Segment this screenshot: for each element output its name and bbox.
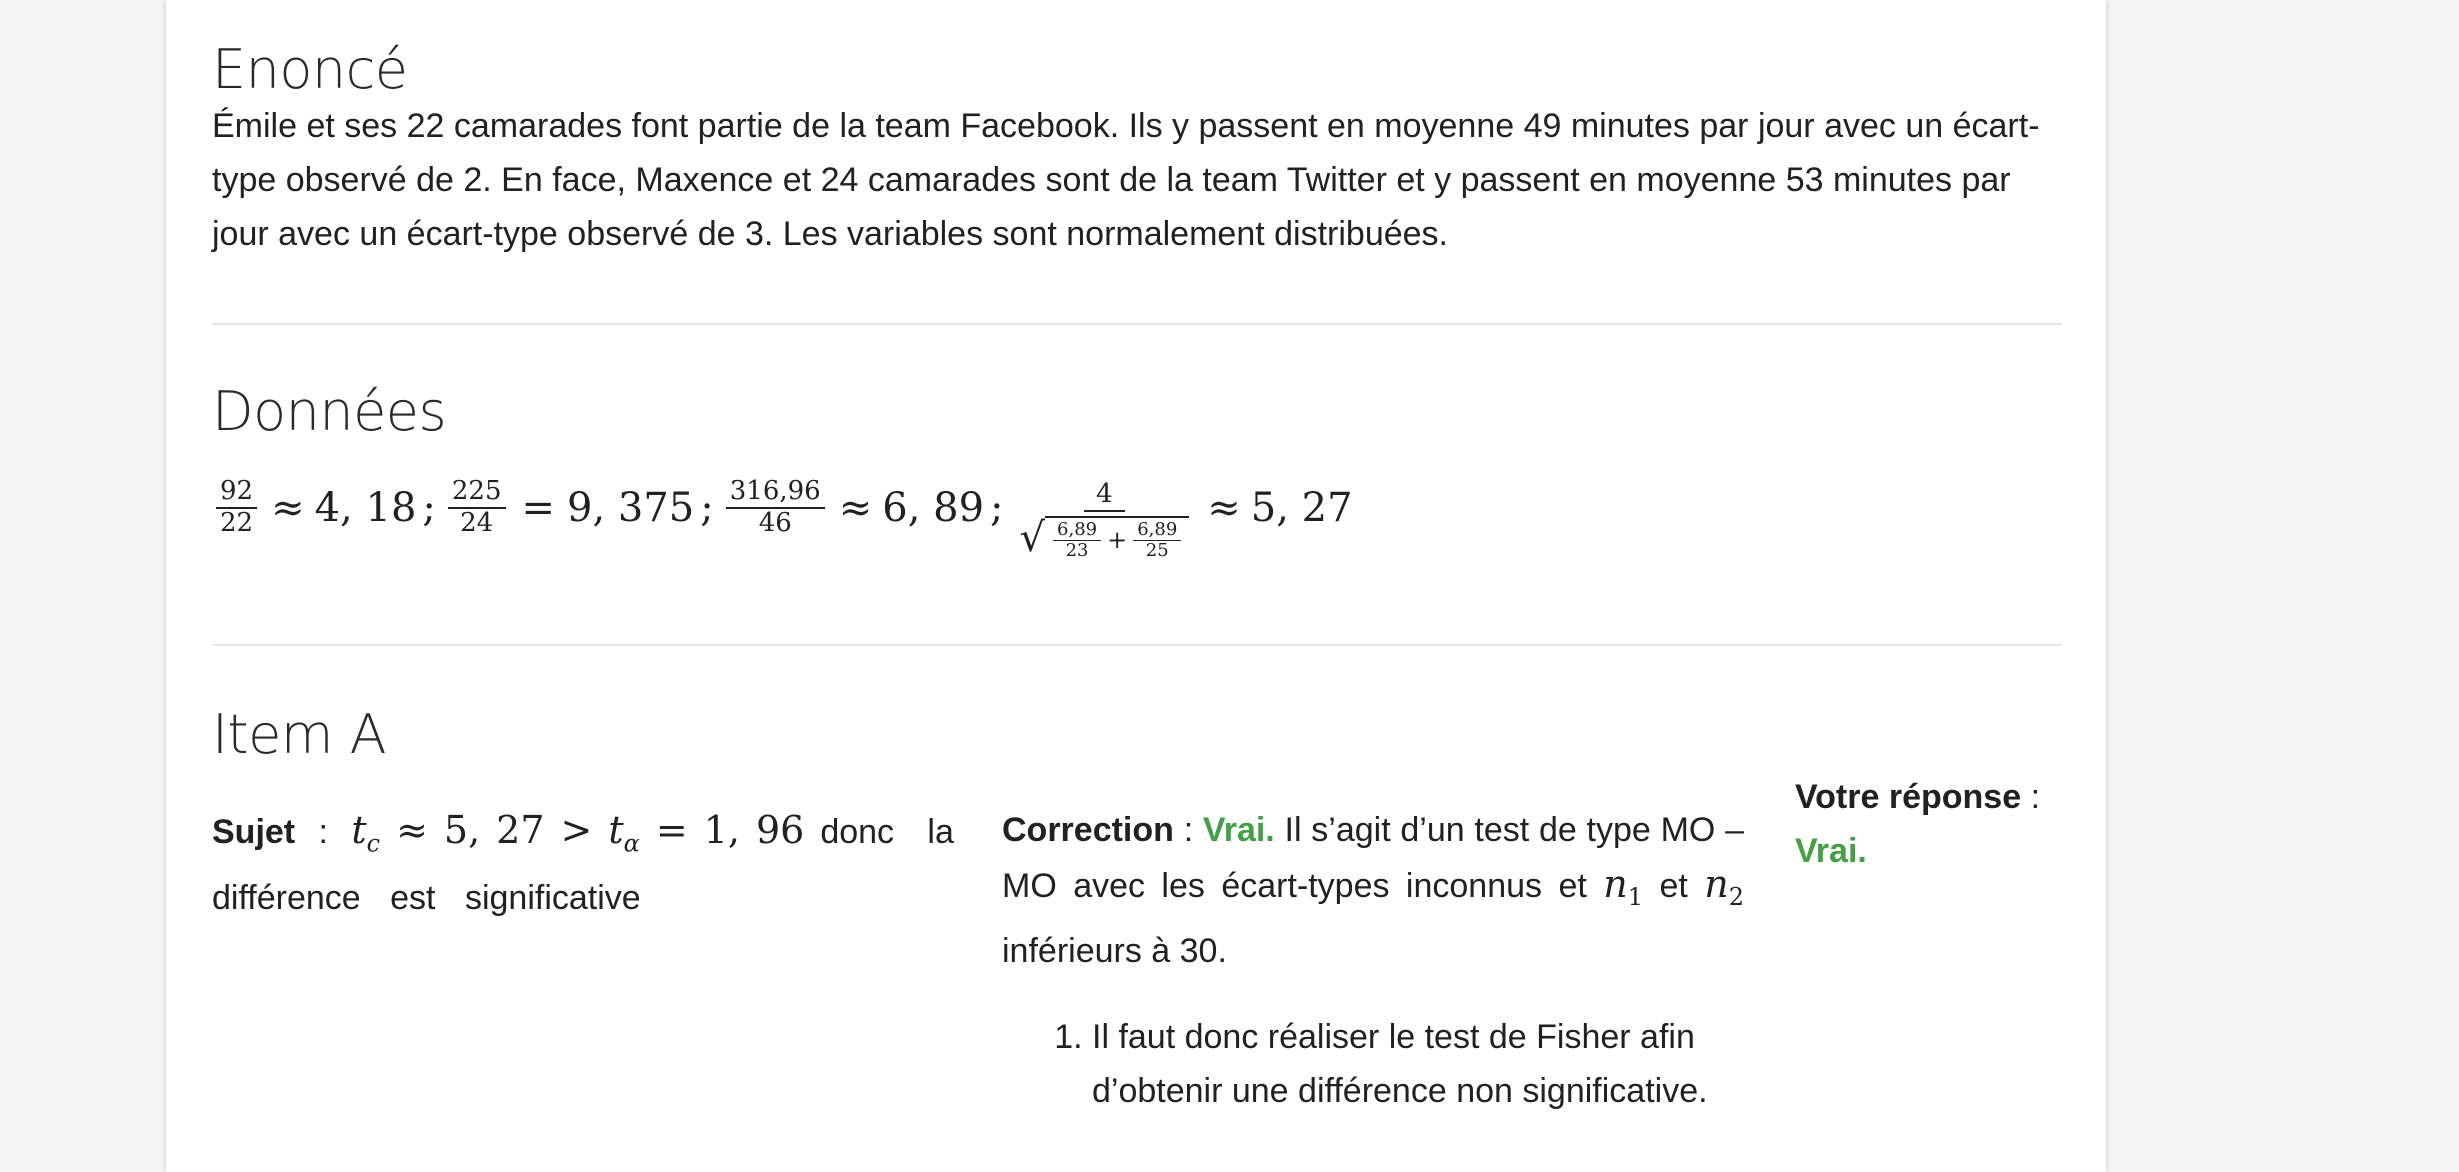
answer-text: Votre réponse : Vrai. <box>1795 778 2041 870</box>
donnees-formula: $\frac{92}{22}$ ≈ 4, 18 ; $\frac{225}{24}$ = 9, 375 ; $\frac{316,96}{46}$ ≈ 6, 89 ; 4 √ $\frac{6,89}{23}$ + $\frac{6,89}{25}$ ≈ 5, 27 <box>212 453 2062 563</box>
donnees-section <box>212 380 2062 563</box>
item-title: Item A <box>212 703 387 766</box>
correction-text: Correction : Vrai. Il s’agit d’un test de type MO – MO avec les écart-types inconnus et $n_1$ et $n_2$ inférieurs à 30. <box>1002 811 1745 970</box>
item-a-section <box>212 703 2062 766</box>
enonce-section <box>212 38 2062 261</box>
fraction-2: $\frac{225}{24}$ <box>448 477 506 539</box>
divider <box>212 644 2062 646</box>
square-root: √ $\frac{6,89}{23}$ + $\frac{6,89}{25}$ <box>1020 516 1190 562</box>
content-card <box>166 0 2106 1172</box>
sujet-text: Sujet : $t_c \approx 5$, $27 > t_\alpha = 1$, 96 donc la différence est significative <box>212 808 954 917</box>
fraction-3: $\frac{316,96}{46}$ <box>726 477 825 539</box>
sqrt-icon: √ <box>1019 514 1046 561</box>
answer-column <box>1795 770 2065 878</box>
sujet-column <box>212 803 954 925</box>
enonce-title: Enoncé <box>212 38 408 101</box>
fraction-1: $\frac{92}{22}$ <box>216 477 257 539</box>
donnees-title: Données <box>212 380 447 443</box>
answer-value: Vrai. <box>1795 832 1867 870</box>
correction-column <box>1002 803 1744 1118</box>
sujet-formula: $t_c \approx 5$, $27 > t_\alpha = 1$, 96 <box>351 808 805 858</box>
list-item: 1. Il faut donc réaliser le test de Fisher afin d’obtenir une différence non significative. <box>1092 1010 1744 1118</box>
divider <box>212 323 2062 325</box>
enonce-text: Émile et ses 22 camarades font partie de la team Facebook. Ils y passent en moyenne 49 minutes par jour avec un écart-type observé de 2. En face, Maxence et 24 camarades sont de la team Twitter et y passent en moyenne 53 minutes par jour avec un écart-type observé de 3. Les variables sont normalement distribuées. <box>212 107 2040 253</box>
correction-list <box>1002 1010 1744 1118</box>
fraction-4: 4 √ $\frac{6,89}{23}$ + $\frac{6,89}{25}$ <box>1016 480 1194 562</box>
